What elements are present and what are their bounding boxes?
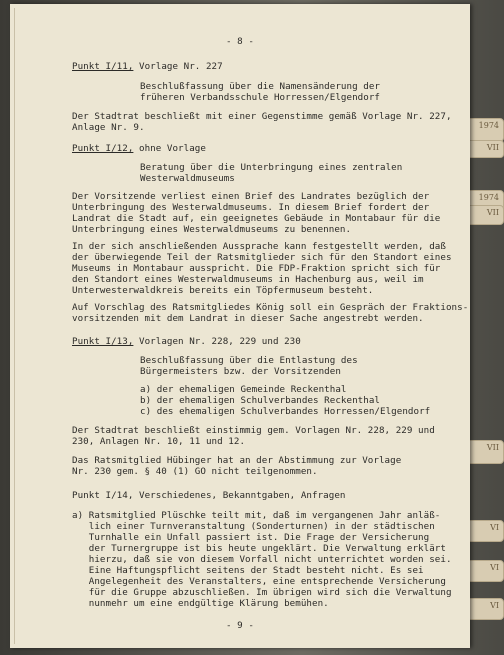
- section-body: vorsitzenden mit dem Landrat in dieser Sache angestrebt werden.: [72, 313, 424, 324]
- section-body: Unterbringung des Westerwaldmuseums. In diesem Brief fordert der: [72, 202, 430, 213]
- section-body: Der Stadtrat beschließt einstimmig gem. Vorlagen Nr. 228, 229 und: [72, 425, 435, 436]
- page-number-bottom: - 9 -: [226, 620, 254, 631]
- section-body: lich einer Turnveranstaltung (Sonderturnen) in der städtischen: [72, 521, 435, 532]
- side-tab: VI: [450, 598, 504, 620]
- section-subject: Westerwaldmuseums: [140, 173, 235, 184]
- section-subject: Beschlußfassung über die Namensänderung der: [140, 81, 380, 92]
- section-body: Landrat die Stadt auf, ein geeignetes Gebäude in Montabaur für die: [72, 213, 441, 224]
- side-tab: 1974: [452, 118, 504, 142]
- document-page: [10, 4, 470, 648]
- list-item: a) der ehemaligen Gemeinde Reckenthal: [140, 384, 347, 395]
- side-tab: VII: [450, 205, 504, 225]
- section-body: Anlage Nr. 9.: [72, 122, 145, 133]
- section-body: Museums in Montabaur ausspricht. Die FDP-Fraktion spricht sich für: [72, 263, 441, 274]
- section-body: a) Ratsmitglied Plüschke teilt mit, daß im vergangenen Jahr anläß-: [72, 510, 441, 521]
- section-body: Das Ratsmitglied Hübinger hat an der Abstimmung zur Vorlage: [72, 455, 402, 466]
- side-tab: VI: [450, 520, 504, 542]
- list-item: c) des ehemaligen Schulverbandes Horressen/Elgendorf: [140, 406, 431, 417]
- section-subject: Bürgermeisters bzw. der Vorsitzenden: [140, 366, 341, 377]
- section-body: In der sich anschließenden Aussprache kann festgestellt werden, daß: [72, 241, 446, 252]
- section-body: der überwiegende Teil der Ratsmitglieder sich für den Standort eines: [72, 252, 452, 263]
- section-subject: Beschlußfassung über die Entlastung des: [140, 355, 358, 366]
- section-body: Nr. 230 gem. § 40 (1) GO nicht teilgenommen.: [72, 466, 318, 477]
- section-body: Unterbringung eines Westerwaldmuseums zu benennen.: [72, 224, 352, 235]
- side-tab: VI: [450, 560, 504, 582]
- section-body: nunmehr um eine endgültige Klärung bemühen.: [72, 598, 329, 609]
- section-subject: Beratung über die Unterbringung eines zentralen: [140, 162, 403, 173]
- page-edge-line: [14, 8, 15, 644]
- section-body: hierzu, daß sie von diesem Vorfall nicht unterrichtet worden sei.: [72, 554, 452, 565]
- section-heading: Punkt I/13, Vorlagen Nr. 228, 229 und 230: [72, 336, 301, 347]
- section-heading: Punkt I/14, Verschiedenes, Bekanntgaben, Anfragen: [72, 490, 346, 501]
- section-body: Angelegenheit des Veranstalters, eine entsprechende Versicherung: [72, 576, 446, 587]
- page-number-top: - 8 -: [226, 36, 254, 47]
- section-subject: früheren Verbandsschule Horressen/Elgendorf: [140, 92, 380, 103]
- section-heading: Punkt I/11, Vorlage Nr. 227: [72, 61, 223, 72]
- section-body: der Turnergruppe ist bis heute ungeklärt. Die Verwaltung erklärt: [72, 543, 446, 554]
- list-item: b) der ehemaligen Schulverbandes Reckenthal: [140, 395, 380, 406]
- side-tab: VII: [450, 140, 504, 158]
- section-body: Der Stadtrat beschließt mit einer Gegenstimme gemäß Vorlage Nr. 227,: [72, 111, 452, 122]
- section-body: für die Gruppe abzuschließen. Im übrigen wird sich die Verwaltung: [72, 587, 452, 598]
- section-body: Der Vorsitzende verliest einen Brief des Landrates bezüglich der: [72, 191, 430, 202]
- section-body: den Standort eines Westerwaldmuseums in Hachenburg aus, weil im: [72, 274, 424, 285]
- side-tab: VII: [450, 440, 504, 464]
- side-tab: 1974: [450, 190, 504, 212]
- section-body: Eine Haftungspflicht seitens der Stadt besteht nicht. Es sei: [72, 565, 424, 576]
- section-body: 230, Anlagen Nr. 10, 11 und 12.: [72, 436, 246, 447]
- section-heading: Punkt I/12, ohne Vorlage: [72, 143, 206, 154]
- section-body: Turnhalle ein Unfall passiert ist. Die Frage der Versicherung: [72, 532, 430, 543]
- section-body: Auf Vorschlag des Ratsmitgliedes König soll ein Gespräch der Fraktions-: [72, 302, 469, 313]
- section-body: Unterwesterwaldkreis bereits ein Töpfermuseum besteht.: [72, 285, 374, 296]
